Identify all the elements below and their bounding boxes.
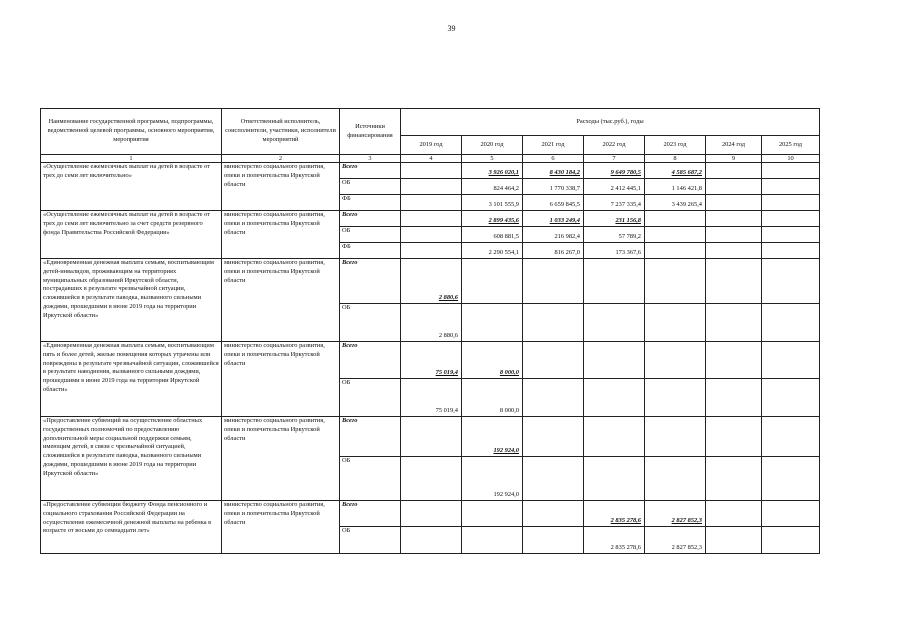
funding-source: ФБ bbox=[340, 195, 401, 211]
amount-cell bbox=[706, 259, 762, 304]
amount-value: 192 924,0 bbox=[493, 491, 519, 499]
amount-cell bbox=[762, 211, 820, 227]
amount-cell bbox=[584, 501, 645, 527]
amount-value: 2 835 278,6 bbox=[610, 517, 641, 525]
amount-value: 4 585 687,2 bbox=[671, 169, 702, 177]
table-row bbox=[41, 259, 820, 304]
amount-value: 8 000,0 bbox=[499, 369, 519, 377]
amount-cell bbox=[401, 195, 462, 211]
amount-cell bbox=[462, 259, 523, 304]
amount-cell bbox=[462, 501, 523, 527]
year-header: 2021 год bbox=[523, 136, 584, 155]
amount-cell bbox=[462, 227, 523, 243]
amount-cell bbox=[706, 342, 762, 379]
amount-cell bbox=[762, 227, 820, 243]
column-number: 2 bbox=[222, 155, 340, 163]
amount-cell bbox=[523, 304, 584, 342]
amount-cell bbox=[762, 417, 820, 457]
column-number: 8 bbox=[645, 155, 706, 163]
amount-cell bbox=[584, 243, 645, 259]
amount-cell bbox=[645, 211, 706, 227]
amount-cell bbox=[401, 243, 462, 259]
amount-cell bbox=[645, 259, 706, 304]
measure-name: «Единовременная денежная выплата семьям, воспитывающим детей-инвалидов, проживающим на территориях муниципальных образований Иркутской области, пострадавших в результате чрезвычайной ситуации, сложившейся в результате паводка, вызванного сильными дождями, прошедшими в июне 2019 года на территории Иркутской области» bbox=[41, 259, 222, 342]
funding-source: Всего bbox=[340, 211, 401, 227]
column-number: 5 bbox=[462, 155, 523, 163]
amount-cell bbox=[523, 179, 584, 195]
amount-cell bbox=[762, 527, 820, 554]
amount-cell bbox=[645, 457, 706, 501]
amount-cell bbox=[762, 342, 820, 379]
amount-cell bbox=[523, 243, 584, 259]
amount-value: 75 019,4 bbox=[435, 407, 458, 415]
amount-cell bbox=[762, 179, 820, 195]
funding-source: ОБ bbox=[340, 457, 401, 501]
funding-source: Всего bbox=[340, 501, 401, 527]
amount-cell bbox=[462, 342, 523, 379]
executor: министерство социального развития, опеки и попечительства Иркутской области bbox=[222, 163, 340, 211]
column-number: 4 bbox=[401, 155, 462, 163]
funding-source: ОБ bbox=[340, 227, 401, 243]
amount-cell bbox=[584, 457, 645, 501]
table-row bbox=[41, 163, 820, 179]
amount-cell bbox=[645, 379, 706, 417]
header-name: Наименование государственной программы, подпрограммы, ведомственной целевой программы, основного мероприятия, мероприятия bbox=[41, 109, 222, 155]
amount-cell bbox=[706, 527, 762, 554]
amount-cell bbox=[584, 163, 645, 179]
funding-source: ОБ bbox=[340, 304, 401, 342]
amount-cell bbox=[584, 527, 645, 554]
amount-value: 2 290 554,1 bbox=[488, 249, 519, 257]
year-header: 2019 год bbox=[401, 136, 462, 155]
amount-cell bbox=[401, 163, 462, 179]
amount-cell bbox=[645, 417, 706, 457]
funding-source: Всего bbox=[340, 417, 401, 457]
amount-cell bbox=[401, 211, 462, 227]
column-number: 1 bbox=[41, 155, 222, 163]
amount-value: 1 033 249,4 bbox=[549, 217, 580, 225]
header-source: Источники финансирования bbox=[340, 109, 401, 155]
amount-cell bbox=[401, 417, 462, 457]
amount-value: 75 019,4 bbox=[435, 369, 458, 377]
year-header: 2025 год bbox=[762, 136, 820, 155]
amount-cell bbox=[706, 243, 762, 259]
amount-value: 2 835 278,6 bbox=[610, 544, 641, 552]
column-number: 3 bbox=[340, 155, 401, 163]
executor: министерство социального развития, опеки и попечительства Иркутской области bbox=[222, 342, 340, 417]
amount-cell bbox=[762, 243, 820, 259]
measure-name: «Осуществление ежемесячных выплат на детей в возрасте от трех до семи лет включительно за счет средств резервного фонда Правительства Российской Федерации» bbox=[41, 211, 222, 259]
amount-value: 3 439 265,4 bbox=[671, 201, 702, 209]
amount-value: 2 412 445,1 bbox=[610, 185, 641, 193]
amount-cell bbox=[706, 179, 762, 195]
amount-cell bbox=[523, 259, 584, 304]
amount-value: 1 146 421,8 bbox=[671, 185, 702, 193]
page-number: 39 bbox=[447, 24, 456, 33]
column-number: 9 bbox=[706, 155, 762, 163]
amount-cell bbox=[401, 527, 462, 554]
amount-value: 3 926 020,1 bbox=[488, 169, 519, 177]
column-number: 7 bbox=[584, 155, 645, 163]
amount-cell bbox=[462, 243, 523, 259]
table-row bbox=[41, 342, 820, 379]
amount-cell bbox=[462, 304, 523, 342]
year-header: 2023 год bbox=[645, 136, 706, 155]
amount-cell bbox=[523, 501, 584, 527]
amount-cell bbox=[706, 501, 762, 527]
amount-value: 9 649 780,5 bbox=[610, 169, 641, 177]
executor: министерство социального развития, опеки и попечительства Иркутской области bbox=[222, 417, 340, 501]
amount-cell bbox=[523, 527, 584, 554]
amount-cell bbox=[584, 179, 645, 195]
table-row bbox=[41, 501, 820, 527]
amount-cell bbox=[523, 457, 584, 501]
amount-value: 192 924,0 bbox=[493, 447, 519, 455]
amount-cell bbox=[706, 417, 762, 457]
amount-value: 816 267,0 bbox=[554, 249, 580, 257]
year-header: 2020 год bbox=[462, 136, 523, 155]
amount-cell bbox=[462, 527, 523, 554]
amount-cell bbox=[584, 417, 645, 457]
executor: министерство социального развития, опеки и попечительства Иркутской области bbox=[222, 211, 340, 259]
amount-cell bbox=[462, 211, 523, 227]
amount-cell bbox=[584, 304, 645, 342]
funding-source: Всего bbox=[340, 342, 401, 379]
measure-name: «Предоставление субвенции бюджету Фонда пенсионного и социального страхования Российской Федерации на осуществление ежемесячной денежной выплаты на ребенка в возрасте от восьми до семнадцати лет» bbox=[41, 501, 222, 554]
measure-name: «Осуществление ежемесячных выплат на детей в возрасте от трех до семи лет включительно» bbox=[41, 163, 222, 211]
amount-value: 1 770 338,7 bbox=[549, 185, 580, 193]
measure-name: «Единовременная денежная выплата семьям, воспитывающим пять и более детей, жилые помещения которых утрачены или повреждены в результате чрезвычайной ситуации, сложившейся в результате наводнения, вызванного сильными дождями, прошедшими в июне 2019 года на территории Иркутской области» bbox=[41, 342, 222, 417]
amount-cell bbox=[706, 379, 762, 417]
funding-source: Всего bbox=[340, 163, 401, 179]
amount-cell bbox=[401, 259, 462, 304]
amount-cell bbox=[706, 195, 762, 211]
header-expenses: Расходы (тыс.руб.), годы bbox=[401, 109, 820, 136]
amount-cell bbox=[401, 457, 462, 501]
amount-cell bbox=[523, 417, 584, 457]
funding-source: ФБ bbox=[340, 243, 401, 259]
amount-value: 231 156,8 bbox=[615, 217, 641, 225]
amount-value: 173 367,6 bbox=[615, 249, 641, 257]
amount-cell bbox=[762, 195, 820, 211]
column-number: 10 bbox=[762, 155, 820, 163]
amount-cell bbox=[762, 501, 820, 527]
amount-cell bbox=[706, 211, 762, 227]
amount-cell bbox=[584, 227, 645, 243]
header-executor: Ответственный исполнитель, соисполнители, участники, исполнители мероприятий bbox=[222, 109, 340, 155]
amount-cell bbox=[401, 379, 462, 417]
amount-cell bbox=[645, 501, 706, 527]
year-header: 2022 год bbox=[584, 136, 645, 155]
executor: министерство социального развития, опеки и попечительства Иркутской области bbox=[222, 501, 340, 554]
amount-cell bbox=[462, 379, 523, 417]
amount-cell bbox=[706, 163, 762, 179]
amount-value: 57 789,2 bbox=[618, 233, 641, 241]
amount-cell bbox=[645, 179, 706, 195]
executor: министерство социального развития, опеки и попечительства Иркутской области bbox=[222, 259, 340, 342]
funding-source: Всего bbox=[340, 259, 401, 304]
amount-cell bbox=[645, 163, 706, 179]
amount-value: 216 982,4 bbox=[554, 233, 580, 241]
amount-cell bbox=[462, 163, 523, 179]
amount-cell bbox=[584, 342, 645, 379]
amount-cell bbox=[645, 195, 706, 211]
amount-cell bbox=[462, 417, 523, 457]
amount-cell bbox=[401, 227, 462, 243]
amount-value: 8 000,0 bbox=[499, 407, 519, 415]
amount-cell bbox=[706, 457, 762, 501]
amount-cell bbox=[706, 304, 762, 342]
expenditure-table bbox=[40, 108, 820, 554]
table-row bbox=[41, 211, 820, 227]
amount-cell bbox=[523, 379, 584, 417]
amount-cell bbox=[706, 227, 762, 243]
amount-value: 824 464,2 bbox=[493, 185, 519, 193]
measure-name: «Предоставление субвенций на осуществление областных государственных полномочий по предоставлению дополнительной меры социальной поддержки семьям, имеющим детей, в связи с чрезвычайной ситуацией, сложившейся в результате паводка, вызванного сильными дождями, прошедшими в июне 2019 года на территории Иркутской области» bbox=[41, 417, 222, 501]
amount-cell bbox=[523, 195, 584, 211]
amount-cell bbox=[523, 227, 584, 243]
funding-source: ОБ bbox=[340, 527, 401, 554]
amount-cell bbox=[401, 179, 462, 195]
amount-cell bbox=[462, 195, 523, 211]
amount-cell bbox=[645, 304, 706, 342]
year-header: 2024 год bbox=[706, 136, 762, 155]
amount-cell bbox=[762, 163, 820, 179]
amount-cell bbox=[462, 179, 523, 195]
amount-cell bbox=[584, 211, 645, 227]
funding-source: ОБ bbox=[340, 379, 401, 417]
amount-cell bbox=[584, 259, 645, 304]
amount-cell bbox=[762, 259, 820, 304]
amount-value: 2 827 852,3 bbox=[671, 544, 702, 552]
funding-source: ОБ bbox=[340, 179, 401, 195]
amount-cell bbox=[645, 527, 706, 554]
amount-value: 2 880,6 bbox=[438, 294, 458, 302]
amount-cell bbox=[523, 342, 584, 379]
amount-cell bbox=[762, 304, 820, 342]
amount-value: 3 101 555,9 bbox=[488, 201, 519, 209]
amount-cell bbox=[645, 227, 706, 243]
amount-cell bbox=[762, 379, 820, 417]
amount-value: 6 659 845,5 bbox=[549, 201, 580, 209]
amount-cell bbox=[401, 342, 462, 379]
amount-cell bbox=[645, 243, 706, 259]
column-number: 6 bbox=[523, 155, 584, 163]
amount-cell bbox=[645, 342, 706, 379]
amount-cell bbox=[523, 163, 584, 179]
amount-value: 7 237 335,4 bbox=[610, 201, 641, 209]
amount-value: 2 880,6 bbox=[438, 332, 458, 340]
amount-value: 608 881,5 bbox=[493, 233, 519, 241]
table-row bbox=[41, 417, 820, 457]
amount-cell bbox=[462, 457, 523, 501]
amount-value: 8 430 184,2 bbox=[549, 169, 580, 177]
amount-value: 2 827 852,3 bbox=[671, 517, 702, 525]
amount-cell bbox=[401, 501, 462, 527]
amount-cell bbox=[584, 195, 645, 211]
amount-cell bbox=[584, 379, 645, 417]
amount-cell bbox=[401, 304, 462, 342]
amount-value: 2 899 435,6 bbox=[488, 217, 519, 225]
amount-cell bbox=[523, 211, 584, 227]
amount-cell bbox=[762, 457, 820, 501]
